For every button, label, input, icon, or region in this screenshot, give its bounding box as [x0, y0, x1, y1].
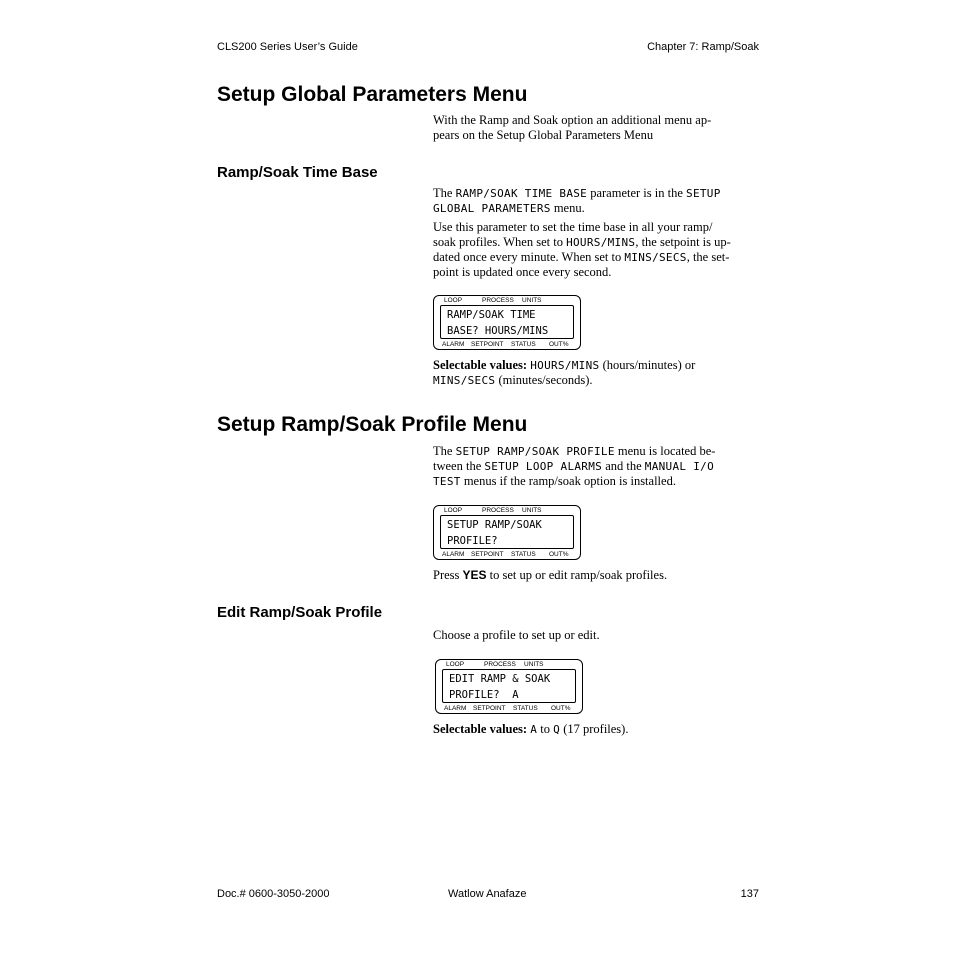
lcd-line-1: SETUP RAMP/SOAK: [447, 519, 542, 531]
footer-page-number: 137: [740, 888, 759, 900]
code-manual-io: MANUAL I/O: [644, 460, 714, 473]
time-base-selectable-values: [433, 358, 763, 388]
edit-profile-selectable-values: [433, 722, 763, 737]
code-setup: SETUP: [686, 187, 721, 200]
lcd-label-loop: LOOP: [444, 297, 463, 304]
text: , the set-: [686, 250, 730, 264]
header-guide-title: CLS200 Series User’s Guide: [217, 41, 358, 53]
text: menus if the ramp/soak option is installed.: [460, 474, 676, 488]
lcd-line-2: PROFILE? A: [449, 689, 519, 701]
lcd-label-alarm: ALARM: [442, 341, 465, 348]
lcd-label-alarm: ALARM: [442, 551, 465, 558]
code-a: A: [530, 723, 538, 736]
lcd-label-status: STATUS: [511, 551, 536, 558]
text: The: [433, 444, 456, 458]
lcd-bottom-labels: [442, 341, 569, 348]
intro-line-1: With the Ramp and Soak option an additional menu ap-: [433, 113, 712, 127]
lcd-label-process: PROCESS: [482, 507, 514, 514]
lcd-label-out: OUT%: [551, 705, 571, 712]
lcd-top-labels: [444, 297, 542, 304]
text: tween the: [433, 459, 485, 473]
lcd-label-alarm: ALARM: [444, 705, 467, 712]
text: to set up or edit ramp/soak profiles.: [486, 568, 668, 582]
code-test: TEST: [433, 475, 461, 488]
text: and the: [602, 459, 645, 473]
text: to: [537, 722, 554, 736]
text: (hours/minutes) or: [599, 358, 696, 372]
subsection-title-time-base: Ramp/Soak Time Base: [217, 164, 378, 181]
text: (17 profiles).: [560, 722, 629, 736]
text: Press: [433, 568, 463, 582]
text: , the setpoint is up-: [635, 235, 731, 249]
lcd-display-setup-profile: [433, 505, 581, 560]
lcd-top-labels: [444, 507, 542, 514]
lcd-screen: [440, 515, 574, 549]
code-ramp-soak-time-base: RAMP/SOAK TIME BASE: [455, 187, 588, 200]
code-setup-loop-alarms: SETUP LOOP ALARMS: [484, 460, 603, 473]
lcd-line-2: PROFILE?: [447, 535, 498, 547]
lcd-label-units: UNITS: [522, 507, 542, 514]
edit-profile-para: Choose a profile to set up or edit.: [433, 628, 600, 642]
lcd-screen: [442, 669, 576, 703]
lcd-label-units: UNITS: [522, 297, 542, 304]
subsection-title-edit-profile: Edit Ramp/Soak Profile: [217, 604, 383, 621]
time-base-para-1: [433, 186, 763, 216]
profile-menu-para: [433, 444, 763, 489]
lcd-label-setpoint: SETPOINT: [473, 705, 506, 712]
lcd-line-1: RAMP/SOAK TIME: [447, 309, 536, 321]
lcd-screen: [440, 305, 574, 339]
lcd-display-time-base: [433, 295, 581, 350]
text: dated once every minute. When set to: [433, 250, 625, 264]
lcd-line-1: EDIT RAMP & SOAK: [449, 673, 551, 685]
lcd-bottom-labels: [442, 551, 569, 558]
section1-intro: [433, 113, 763, 143]
time-base-para-2: [433, 220, 763, 280]
text: point is updated once every second.: [433, 265, 612, 279]
lcd-display-edit-profile: [435, 659, 583, 714]
selectable-values-label: Selectable values:: [433, 722, 528, 736]
code-mins-secs: MINS/SECS: [624, 251, 687, 264]
code-hours-mins: HOURS/MINS: [566, 236, 636, 249]
lcd-label-loop: LOOP: [446, 661, 465, 668]
section-title-profile-menu: Setup Ramp/Soak Profile Menu: [217, 413, 528, 436]
lcd-label-setpoint: SETPOINT: [471, 341, 504, 348]
lcd-top-labels: [446, 661, 544, 668]
code-hours-mins: HOURS/MINS: [530, 359, 600, 372]
footer-doc-number: Doc.# 0600-3050-2000: [217, 888, 330, 900]
text: (minutes/seconds).: [495, 373, 593, 387]
text: menu is located be-: [614, 444, 716, 458]
text: soak profiles. When set to: [433, 235, 567, 249]
footer-company: Watlow Anafaze: [448, 888, 527, 900]
selectable-values-label: Selectable values:: [433, 358, 528, 372]
lcd-label-process: PROCESS: [484, 661, 516, 668]
header-chapter: Chapter 7: Ramp/Soak: [647, 41, 759, 53]
text: parameter is in the: [587, 186, 687, 200]
text: The: [433, 186, 456, 200]
intro-line-2: pears on the Setup Global Parameters Menu: [433, 128, 654, 142]
code-q: Q: [553, 723, 561, 736]
lcd-bottom-labels: [444, 705, 571, 712]
lcd-label-units: UNITS: [524, 661, 544, 668]
lcd-label-status: STATUS: [513, 705, 538, 712]
text: Use this parameter to set the time base in all your ramp/: [433, 220, 713, 234]
lcd-label-out: OUT%: [549, 551, 569, 558]
section-title-global-parameters: Setup Global Parameters Menu: [217, 83, 528, 106]
code-setup-ramp-soak-profile: SETUP RAMP/SOAK PROFILE: [455, 445, 615, 458]
press-yes-instruction: [433, 568, 763, 583]
lcd-label-loop: LOOP: [444, 507, 463, 514]
lcd-label-status: STATUS: [511, 341, 536, 348]
code-global-parameters: GLOBAL PARAMETERS: [433, 202, 551, 215]
key-yes: YES: [462, 568, 487, 582]
lcd-label-setpoint: SETPOINT: [471, 551, 504, 558]
lcd-label-out: OUT%: [549, 341, 569, 348]
text: menu.: [550, 201, 585, 215]
lcd-line-2: BASE? HOURS/MINS: [447, 325, 549, 337]
lcd-label-process: PROCESS: [482, 297, 514, 304]
code-mins-secs: MINS/SECS: [433, 374, 496, 387]
